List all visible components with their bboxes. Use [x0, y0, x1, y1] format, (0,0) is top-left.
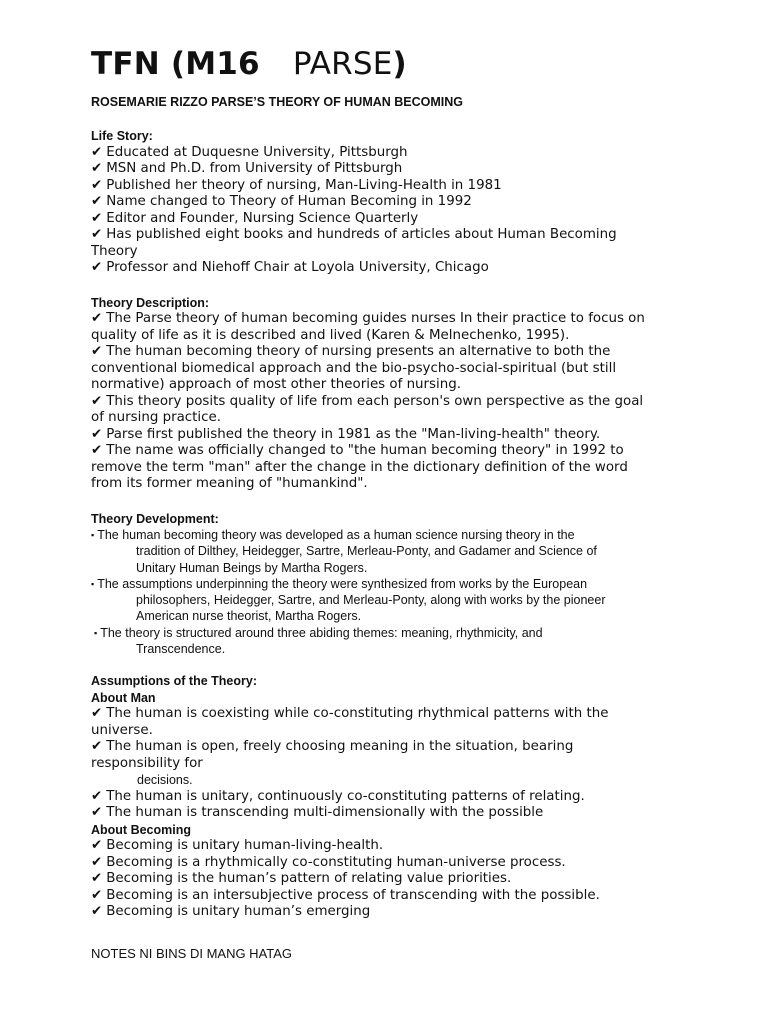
check-item: [91, 161, 671, 178]
item-line: responsibility for: [91, 755, 203, 771]
item-line: normative) approach of most other theories of nursing.: [91, 377, 461, 392]
about-man-list: [91, 706, 671, 822]
about-man-heading: About Man: [91, 690, 156, 705]
item-line: The name was officially changed to "the human becoming theory" in 1992 to: [106, 443, 624, 458]
item-line: Unitary Human Beings by Martha Rogers.: [136, 560, 368, 575]
item-line: The human is coexisting while co-constituting rhythmical patterns with the: [106, 706, 609, 722]
check-item: [91, 805, 671, 822]
check-mark-icon: ✔: [91, 904, 103, 920]
check-item: [91, 178, 671, 195]
about-becoming-heading: About Becoming: [91, 822, 191, 837]
item-line: The assumptions underpinning the theory were synthesized from works by the European: [97, 576, 588, 591]
check-mark-icon: ✔: [91, 311, 103, 326]
check-mark-icon: ✔: [91, 161, 103, 176]
check-mark-icon: ✔: [91, 426, 103, 442]
item-line: Editor and Founder, Nursing Science Quarterly: [106, 210, 419, 226]
item-line: Becoming is unitary human’s emerging: [106, 904, 371, 920]
check-item: [91, 855, 671, 872]
check-item: [91, 904, 671, 921]
check-mark-icon: ✔: [91, 144, 103, 160]
about-becoming-list: [91, 838, 671, 921]
check-mark-icon: ✔: [91, 788, 103, 804]
bullet-item: [91, 576, 671, 625]
item-line: The human becoming theory was developed as a human science nursing theory in the: [97, 528, 575, 542]
check-item: [91, 871, 671, 888]
check-item: [91, 838, 671, 855]
theory-development-list: [91, 527, 671, 657]
square-bullet-icon: ▪: [94, 627, 98, 638]
item-line: Educated at Duquesne University, Pittsburgh: [106, 144, 408, 160]
item-line: The human is unitary, continuously co-constituting patterns of relating.: [106, 788, 585, 804]
item-line: MSN and Ph.D. from University of Pittsburgh: [106, 161, 403, 176]
item-line: The theory is structured around three abiding themes: meaning, rhythmicity, and: [100, 625, 543, 640]
life-story-section: [91, 128, 671, 277]
check-mark-icon: ✔: [91, 887, 103, 903]
item-line: The Parse theory of human becoming guides nurses In their practice to focus on: [106, 311, 645, 326]
check-mark-icon: ✔: [91, 443, 103, 458]
check-mark-icon: ✔: [91, 393, 103, 409]
item-line: Name changed to Theory of Human Becoming in 1992: [106, 194, 472, 209]
check-item: [91, 211, 671, 228]
check-item: [91, 194, 671, 211]
check-item: [91, 427, 671, 444]
item-line: Becoming is unitary human-living-health.: [106, 838, 384, 854]
footer-note: NOTES NI BINS DI MANG HATAG: [91, 945, 293, 961]
title-part-name: PARSE: [292, 46, 393, 82]
check-item: [91, 394, 671, 427]
theory-description-section: [91, 295, 671, 493]
item-line: Becoming is an intersubjective process of transcending with the possible.: [106, 887, 600, 903]
check-mark-icon: ✔: [91, 854, 103, 870]
item-line: The human is transcending multi-dimensionally with the possible: [106, 805, 544, 821]
assumptions-section: [91, 673, 671, 921]
item-line: Professor and Niehoff Chair at Loyola University, Chicago: [106, 260, 489, 275]
item-line: remove the term "man" after the change in the dictionary definition of the word: [91, 459, 628, 475]
check-mark-icon: ✔: [91, 838, 103, 854]
title-part-close: ): [392, 46, 407, 82]
document-subtitle: ROSEMARIE RIZZO PARSE’S THEORY OF HUMAN BECOMING: [91, 95, 464, 109]
check-mark-icon: ✔: [91, 177, 103, 193]
theory-description-list: [91, 311, 671, 493]
item-line: Becoming is a rhythmically co-constituting human-universe process.: [106, 854, 566, 870]
title-part-code: TFN (M16: [91, 46, 260, 82]
item-line: tradition of Dilthey, Heidegger, Sartre, Merleau-Ponty, and Gadamer and Science of: [136, 544, 597, 559]
document-title: [91, 44, 671, 84]
item-line: The human is open, freely choosing meaning in the situation, bearing: [106, 739, 574, 755]
item-line: conventional biomedical approach and the bio-psycho-social-spiritual (but still: [91, 360, 617, 376]
item-line: universe.: [91, 722, 153, 738]
item-line: of nursing practice.: [91, 410, 221, 425]
item-line: Theory: [91, 243, 138, 259]
check-item: [91, 706, 671, 739]
check-mark-icon: ✔: [91, 210, 103, 226]
life-story-heading: Life Story:: [91, 129, 153, 143]
item-line: from its former meaning of "humankind".: [91, 476, 368, 491]
check-item: [91, 344, 671, 394]
check-mark-icon: ✔: [91, 260, 103, 275]
check-mark-icon: ✔: [91, 194, 103, 209]
item-line: American nurse theorist, Martha Rogers.: [136, 609, 362, 624]
check-item: [91, 443, 671, 493]
item-line: Parse first published the theory in 1981 as the "Man-living-health" theory.: [106, 426, 601, 442]
check-mark-icon: ✔: [91, 739, 103, 755]
square-bullet-icon: ▪: [91, 530, 95, 540]
item-continuation: decisions.: [137, 773, 193, 788]
check-mark-icon: ✔: [91, 805, 103, 821]
check-mark-icon: ✔: [91, 344, 103, 359]
check-item: [91, 311, 671, 344]
check-item: [91, 739, 671, 789]
check-mark-icon: ✔: [91, 706, 103, 722]
item-line: philosophers, Heidegger, Sartre, and Merleau-Ponty, along with works by the pioneer: [136, 593, 606, 608]
document-page: [91, 44, 671, 962]
item-line: Transcendence.: [136, 642, 226, 657]
item-line: Published her theory of nursing, Man-Living-Health in 1981: [106, 177, 502, 193]
life-story-list: [91, 145, 671, 277]
check-mark-icon: ✔: [91, 227, 103, 242]
check-item: [91, 227, 671, 260]
check-item: [91, 789, 671, 806]
item-line: This theory posits quality of life from each person's own perspective as the goal: [106, 393, 644, 409]
theory-development-section: [91, 511, 671, 658]
item-line: Becoming is the human’s pattern of relating value priorities.: [106, 871, 512, 887]
bullet-item: [91, 625, 671, 658]
bullet-item: [91, 527, 671, 576]
check-mark-icon: ✔: [91, 871, 103, 887]
check-item: [91, 888, 671, 905]
check-item: [91, 145, 671, 162]
check-item: [91, 260, 671, 277]
theory-development-heading: Theory Development:: [91, 511, 219, 526]
item-line: Has published eight books and hundreds of articles about Human Becoming: [106, 227, 617, 242]
square-bullet-icon: ▪: [91, 578, 95, 589]
theory-description-heading: Theory Description:: [91, 295, 210, 310]
item-line: quality of life as it is described and lived (Karen & Melnechenko, 1995).: [91, 327, 570, 343]
item-line: The human becoming theory of nursing presents an alternative to both the: [106, 344, 611, 359]
assumptions-heading: Assumptions of the Theory:: [91, 674, 257, 689]
